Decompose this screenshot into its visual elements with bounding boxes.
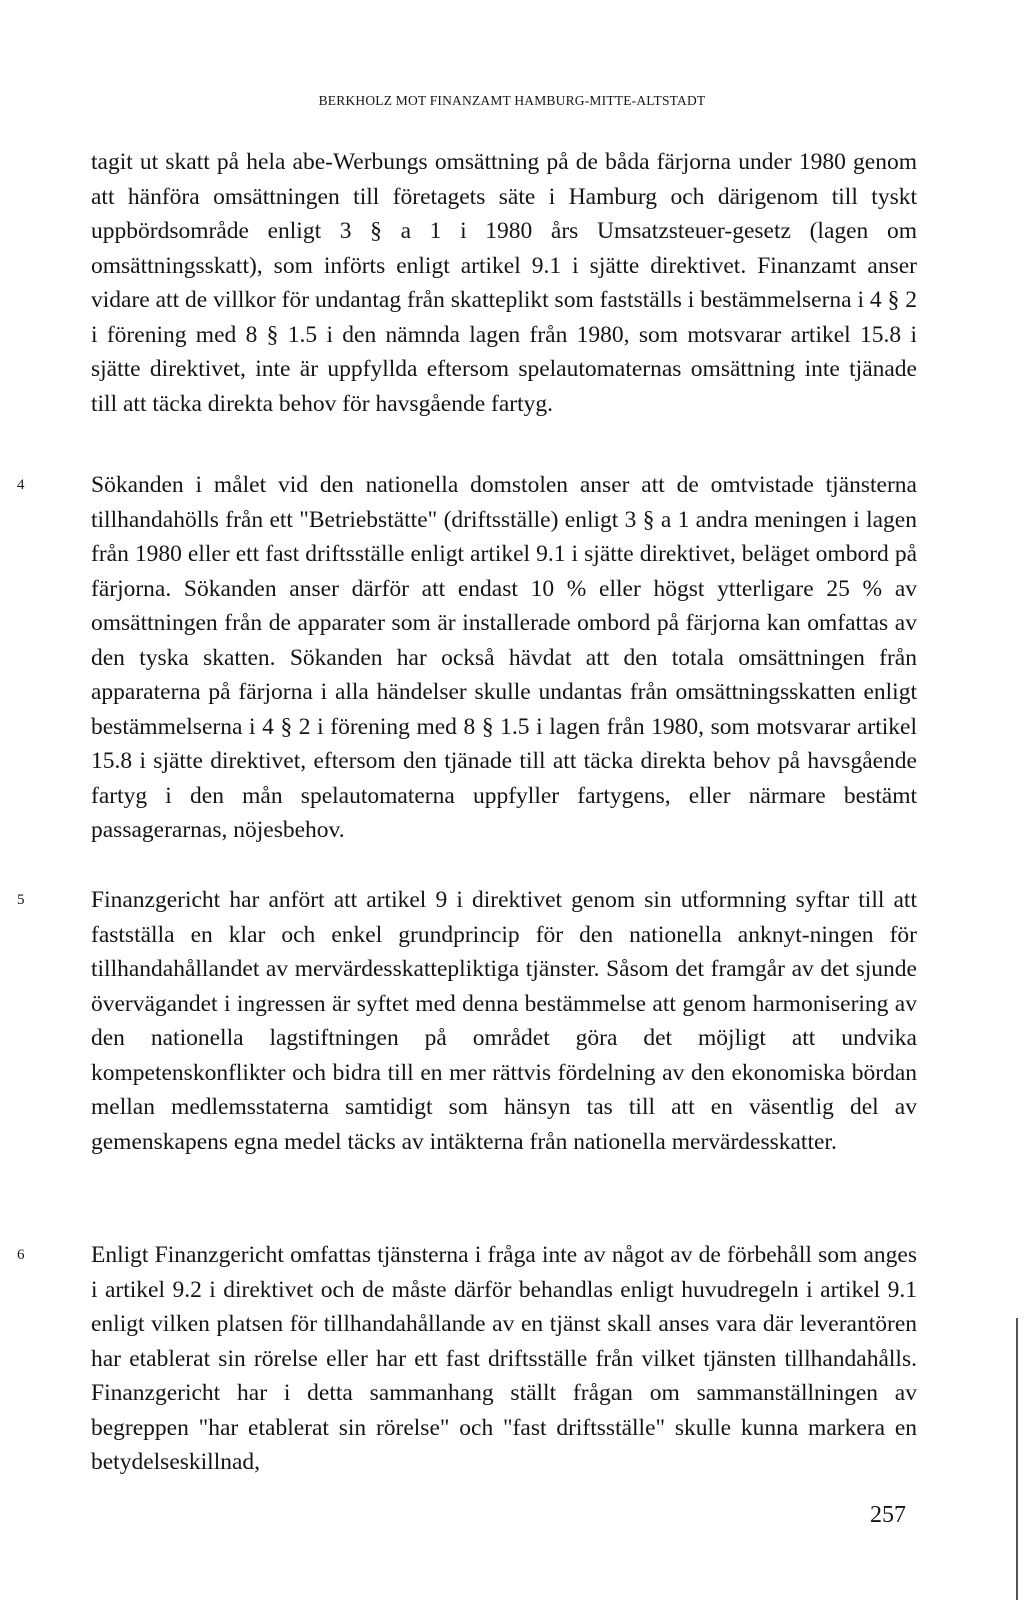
paragraph-6: Enligt Finanzgericht omfattas tjänsterna i fråga inte av något av de förbehåll som anges i artikel 9.2 i direktivet och de måste därför behandlas enligt huvudregeln i artikel 9.1 enligt vilken platsen för tillhandahållande av en tjänst skall anses vara där leverantören har etablerat sin rörelse eller har ett fast driftsställe från vilket tjänsten tillhandahålls. Finanzgericht har i detta sammanhang ställt frågan om sammanställningen av begreppen "har etablerat sin rörelse" och "fast driftsställe" skulle kunna markera en betydelseskillnad, [91,1242,917,1475]
paragraph-4: Sökanden i målet vid den nationella domstolen anser att de omtvistade tjänsterna tillhandahölls från ett "Betriebstätte" (driftsställe) enligt 3 § a 1 andra meningen i lagen från 1980 eller ett fast driftsställe enligt artikel 9.1 i sjätte direktivet, beläget ombord på färjorna. Sökanden anser därför att endast 10 % eller högst ytterligare 25 % av omsättningen från de apparater som är installerade ombord på färjorna kan omfattas av den tyska skatten. Sökanden har också hävdat att den totala omsättningen från apparaterna på färjorna i alla händelser skulle undantas från omsättningsskatten enligt bestämmelserna i 4 § 2 i förening med 8 § 1.5 i lagen från 1980, som motsvarar artikel 15.8 i sjätte direktivet, eftersom den tjänade till att täcka direkta behov på havsgående fartyg i den mån spelautomaterna uppfyller fartygens, eller närmare bestämt passagerarnas, nöjesbehov. [91,472,917,843]
running-head: BERKHOLZ MOT FINANZAMT HAMBURG-MITTE-ALTSTADT [318,93,706,108]
paragraph-number: 4 [17,477,25,493]
paragraph-number: 6 [17,1247,25,1263]
paragraph-5: Finanzgericht har anfört att artikel 9 i direktivet genom sin utformning syftar till att fastställa en klar och enkel grundprincip för den nationella anknyt-ningen för tillhandahållandet av mervärdesskattepliktiga tjänster. Såsom det framgår av det sjunde övervägandet i ingressen är syftet med denna bestämmelse att genom harmonisering av den nationella lagstiftningen på området göra det möjligt att undvika kompetenskonflikter och bidra till en mer rättvis fördelning av den ekonomiska bördan mellan medlemsstaterna samtidigt som hänsyn tas till att en väsentlig del av gemenskapens egna medel täcks av intäkterna från nationella mervärdesskatter. [91,887,917,1155]
paragraph-continued: tagit ut skatt på hela abe-Werbungs omsättning på de båda färjorna under 1980 genom att hänföra omsättningen till företagets säte i Hamburg och därigenom till tyskt uppbördsområde enligt 3 § a 1 i 1980 års Umsatzsteuer-gesetz (lagen om omsättningsskatt), som införts enligt artikel 9.1 i sjätte direktivet. Finanzamt anser vidare att de villkor för undantag från skatteplikt som fastställs i bestämmelserna i 4 § 2 i förening med 8 § 1.5 i den nämnda lagen från 1980, som motsvarar artikel 15.8 i sjätte direktivet, inte är uppfyllda eftersom spelautomaternas omsättning inte tjänade till att täcka direkta behov för havsgående fartyg. [91,149,917,417]
margin-rule [1016,1318,1018,1600]
page-number: 257 [870,1502,906,1528]
paragraph-number: 5 [17,892,25,908]
